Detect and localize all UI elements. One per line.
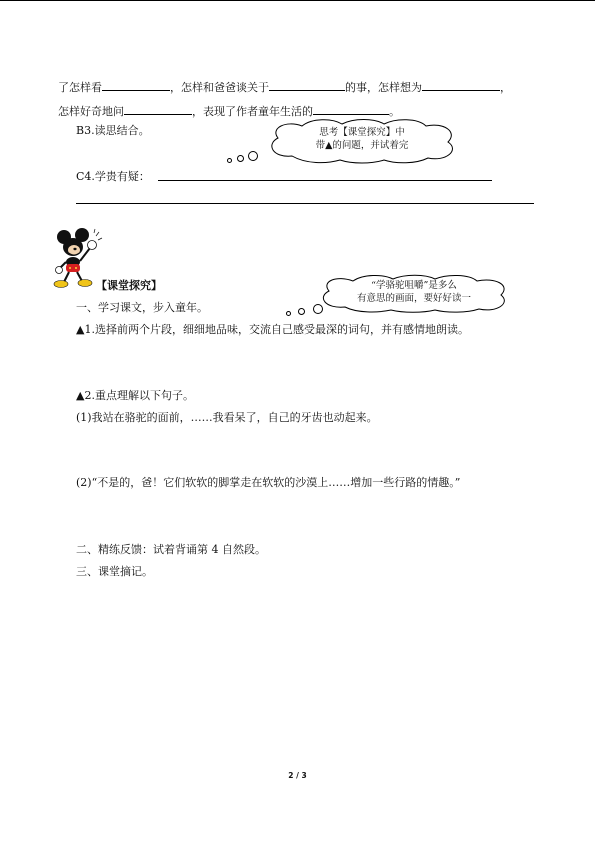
- answer-blank[interactable]: [124, 103, 192, 115]
- answer-blank[interactable]: [269, 79, 345, 91]
- cloud-1-line: 带▲的问题，并试着完: [315, 140, 409, 151]
- sentence-2: (2)“不是的，爸！它们软软的脚掌走在软软的沙漠上……增加一些行路的情趣。”: [76, 476, 461, 489]
- text-segment: 了怎样看: [58, 81, 102, 94]
- text-segment: ，表现了作者童年生活的: [192, 105, 313, 118]
- thought-bubble: [227, 158, 232, 163]
- fill-line-1: [58, 79, 511, 95]
- cloud-2-text: [330, 279, 498, 305]
- sentence-1: (1)我站在骆驼的面前，……我看呆了，自己的牙齿也动起来。: [76, 411, 378, 424]
- answer-blank[interactable]: [422, 79, 500, 91]
- part-2-title: 二、精练反馈：试着背诵第 4 自然段。: [76, 543, 266, 556]
- item-b3: B3.读思结合。: [76, 124, 150, 137]
- text-segment: 的事，怎样想为: [345, 81, 422, 94]
- question-1: ▲1.选择前两个片段，细细地品味，交流自己感受最深的词句，并有感情地朗读。: [76, 323, 469, 336]
- thought-bubble: [313, 304, 323, 314]
- cloud-2-line: “学骆驼咀嚼”是多么: [371, 280, 457, 291]
- answer-blank[interactable]: [313, 103, 389, 115]
- thought-bubble: [286, 311, 291, 316]
- question-2: ▲2.重点理解以下句子。: [76, 389, 194, 402]
- page-number: 2 / 3: [288, 771, 307, 780]
- thought-bubble: [237, 155, 244, 162]
- answer-line[interactable]: [158, 180, 492, 181]
- cloud-1-line: 思考【课堂探究】中: [319, 127, 405, 138]
- text-segment: 怎样好奇地问: [58, 105, 124, 118]
- answer-blank[interactable]: [102, 79, 170, 91]
- thought-bubble: [248, 151, 258, 161]
- part-3-title: 三、课堂摘记。: [76, 565, 153, 578]
- cloud-2-line: 有意思的画面，要好好读一: [356, 293, 471, 304]
- thought-bubble: [298, 308, 305, 315]
- text-segment: ，: [500, 81, 511, 94]
- part-1-title: 一、学习课文，步入童年。: [76, 301, 208, 314]
- top-rule: [0, 0, 595, 1]
- text-segment: ，怎样和爸爸谈关于: [170, 81, 269, 94]
- item-c4: C4.学贵有疑：: [76, 170, 150, 183]
- text-segment: 。: [389, 105, 400, 118]
- answer-line[interactable]: [76, 203, 534, 204]
- cloud-1-text: [272, 126, 452, 152]
- section-title: 【课堂探究】: [96, 279, 162, 292]
